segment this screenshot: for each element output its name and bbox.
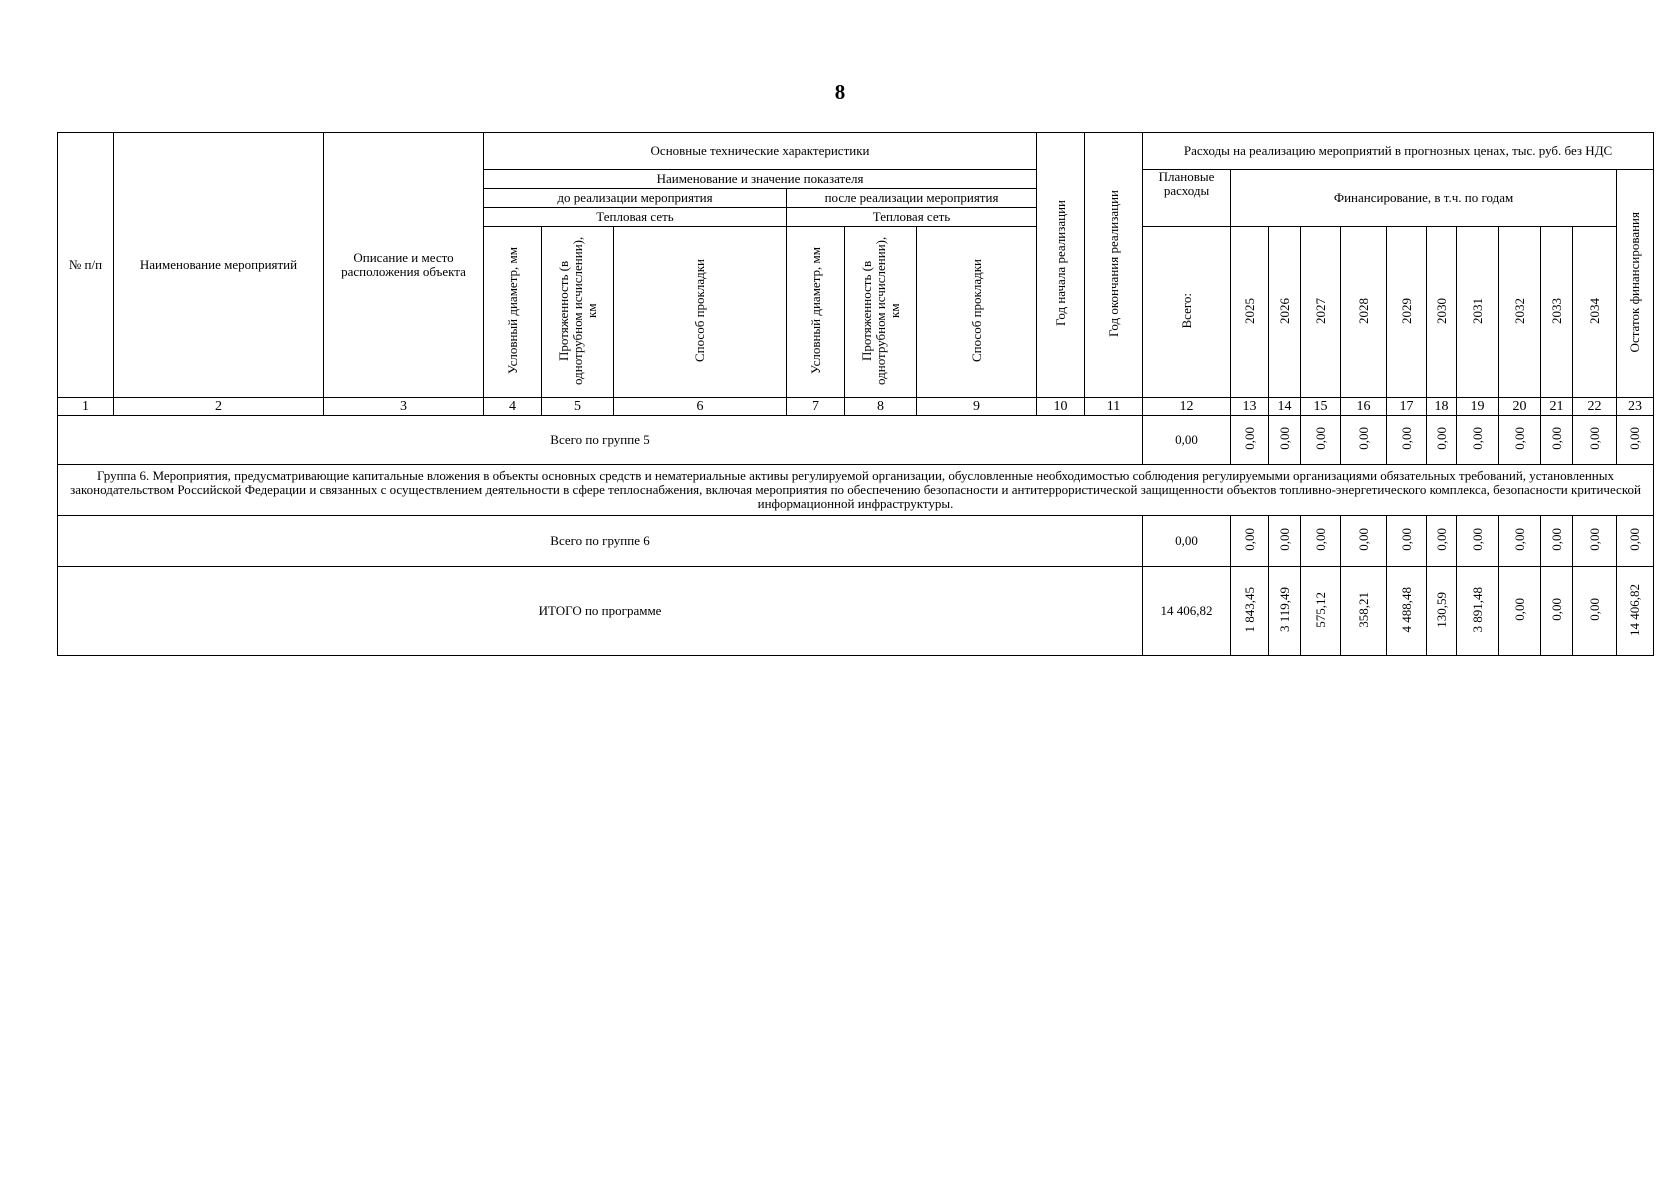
row-total: 0,00: [1143, 416, 1231, 465]
column-number: 8: [845, 398, 917, 416]
header-indicator: Наименование и значение показателя: [484, 170, 1037, 189]
table-row-program-total: [58, 567, 1654, 656]
row-value: 3 891,48: [1457, 567, 1499, 656]
column-number: 6: [614, 398, 787, 416]
header-length-before: Протяженность (в однотрубном исчислении), км: [542, 227, 614, 398]
header-financing: Финансирование, в т.ч. по годам: [1231, 170, 1617, 227]
header-col-description: Описание и место расположения объекта: [324, 133, 484, 398]
column-number: 18: [1427, 398, 1457, 416]
row-value: 0,00: [1301, 416, 1341, 465]
header-network-after: Тепловая сеть: [787, 208, 1037, 227]
column-number: 5: [542, 398, 614, 416]
column-number: 4: [484, 398, 542, 416]
header-length-after: Протяженность (в однотрубном исчислении), км: [845, 227, 917, 398]
row-label: Всего по группе 6: [58, 516, 1143, 567]
header-before: до реализации мероприятия: [484, 189, 787, 208]
row-value: 0,00: [1499, 416, 1541, 465]
row-value: 0,00: [1617, 516, 1654, 567]
column-number: 23: [1617, 398, 1654, 416]
row-value: 0,00: [1541, 567, 1573, 656]
table-row-group6-title: [58, 465, 1654, 516]
column-number: 22: [1573, 398, 1617, 416]
row-value: 0,00: [1457, 416, 1499, 465]
column-number: 7: [787, 398, 845, 416]
header-costs: Расходы на реализацию мероприятий в прогнозных ценах, тыс. руб. без НДС: [1143, 133, 1654, 170]
column-number: 19: [1457, 398, 1499, 416]
column-number: 1: [58, 398, 114, 416]
column-number: 20: [1499, 398, 1541, 416]
row-value: 0,00: [1269, 416, 1301, 465]
header-after: после реализации мероприятия: [787, 189, 1037, 208]
row-value: 0,00: [1573, 567, 1617, 656]
column-number: 14: [1269, 398, 1301, 416]
table-row-group6: [58, 516, 1654, 567]
header-diameter-before: Условный диаметр, мм: [484, 227, 542, 398]
column-numbers-row: [58, 398, 1654, 416]
header-method-before: Способ прокладки: [614, 227, 787, 398]
column-number: 2: [114, 398, 324, 416]
row-value: 0,00: [1541, 416, 1573, 465]
row-value: 0,00: [1341, 516, 1387, 567]
header-method-after: Способ прокладки: [917, 227, 1037, 398]
header-col-name: Наименование мероприятий: [114, 133, 324, 398]
row-value: 0,00: [1499, 516, 1541, 567]
row-value: 0,00: [1457, 516, 1499, 567]
row-total: 14 406,82: [1143, 567, 1231, 656]
column-number: 21: [1541, 398, 1573, 416]
column-number: 10: [1037, 398, 1085, 416]
row-value: 0,00: [1301, 516, 1341, 567]
header-network-before: Тепловая сеть: [484, 208, 787, 227]
row-value: 1 843,45: [1231, 567, 1269, 656]
header-year-2028: 2028: [1341, 227, 1387, 398]
row-value: 0,00: [1231, 516, 1269, 567]
row-value: 130,59: [1427, 567, 1457, 656]
header-year-2031: 2031: [1457, 227, 1499, 398]
row-value: 575,12: [1301, 567, 1341, 656]
header-year-2030: 2030: [1427, 227, 1457, 398]
column-number: 17: [1387, 398, 1427, 416]
column-number: 3: [324, 398, 484, 416]
header-tech-characteristics: Основные технические характеристики: [484, 133, 1037, 170]
header-year-2027: 2027: [1301, 227, 1341, 398]
row-value: 0,00: [1573, 516, 1617, 567]
row-value: 0,00: [1387, 516, 1427, 567]
row-value: 0,00: [1231, 416, 1269, 465]
column-number: 12: [1143, 398, 1231, 416]
row-value: 0,00: [1341, 416, 1387, 465]
row-value: 358,21: [1341, 567, 1387, 656]
row-total: 0,00: [1143, 516, 1231, 567]
program-table: [57, 132, 1654, 656]
header-year-2034: 2034: [1573, 227, 1617, 398]
column-number: 15: [1301, 398, 1341, 416]
row-value: 4 488,48: [1387, 567, 1427, 656]
header-year-2032: 2032: [1499, 227, 1541, 398]
header-end-year: Год окончания реализации: [1085, 133, 1143, 398]
header-diameter-after: Условный диаметр, мм: [787, 227, 845, 398]
header-year-2025: 2025: [1231, 227, 1269, 398]
row-value: 3 119,49: [1269, 567, 1301, 656]
header-start-year: Год начала реализации: [1037, 133, 1085, 398]
header-year-2029: 2029: [1387, 227, 1427, 398]
row-value: 14 406,82: [1617, 567, 1654, 656]
header-remainder: Остаток финансирования: [1617, 170, 1654, 398]
header-total-label: Всего:: [1143, 227, 1231, 398]
row-value: 0,00: [1499, 567, 1541, 656]
header-col-number: № п/п: [58, 133, 114, 398]
row-value: 0,00: [1427, 416, 1457, 465]
header-year-2033: 2033: [1541, 227, 1573, 398]
row-value: 0,00: [1427, 516, 1457, 567]
row-value: 0,00: [1387, 416, 1427, 465]
column-number: 13: [1231, 398, 1269, 416]
group6-title: Группа 6. Мероприятия, предусматривающие капитальные вложения в объекты основных средств и нематериальные активы регулируемой организации, обусловленные необходимостью соблюдения регулируемыми организациями обязательных требований, установленных законодательством Российской Федерации и связанных с осуществлением деятельности в сфере теплоснабжения, включая мероприятия по обеспечению безопасности и антитеррористической защищенности объектов топливно-энергетического комплекса, безопасности критической информационной инфраструктуры.: [58, 465, 1654, 516]
row-value: 0,00: [1541, 516, 1573, 567]
column-number: 11: [1085, 398, 1143, 416]
table-row-group5: [58, 416, 1654, 465]
header-planned: Плановые расходы: [1143, 170, 1231, 227]
page-number: 8: [834, 80, 846, 104]
row-value: 0,00: [1573, 416, 1617, 465]
column-number: 9: [917, 398, 1037, 416]
row-label: ИТОГО по программе: [58, 567, 1143, 656]
row-label: Всего по группе 5: [58, 416, 1143, 465]
row-value: 0,00: [1617, 416, 1654, 465]
column-number: 16: [1341, 398, 1387, 416]
row-value: 0,00: [1269, 516, 1301, 567]
header-year-2026: 2026: [1269, 227, 1301, 398]
